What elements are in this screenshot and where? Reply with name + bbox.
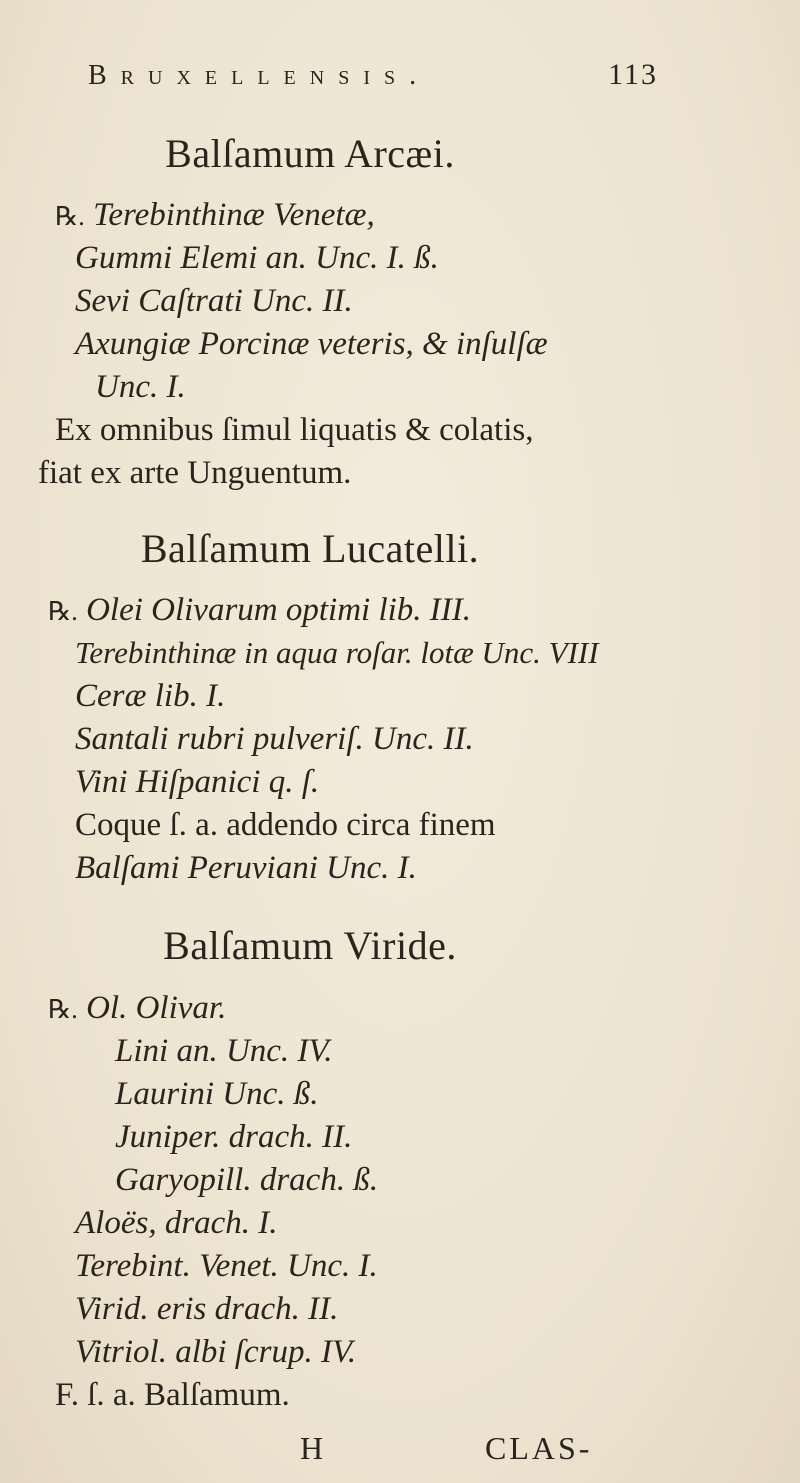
recipe-symbol: ℞. (55, 202, 85, 231)
recipe-line: Balſami Peruviani Unc. I. (75, 850, 417, 886)
recipe-line: Laurini Unc. ß. (115, 1076, 319, 1112)
recipe-line: Vini Hiſpanici q. ſ. (75, 764, 320, 800)
recipe-line: Gummi Elemi an. Unc. I. ß. (75, 240, 439, 276)
recipe-line: F. ſ. a. Balſamum. (55, 1377, 290, 1413)
running-head (88, 58, 658, 98)
page-number: 113 (608, 58, 658, 91)
recipe-line: Axungiæ Porcinæ veteris, & inſulſæ (75, 326, 548, 362)
recipe-line: Coque ſ. a. addendo circa finem (75, 807, 496, 843)
recipe-line: ℞. Ol. Olivar. (48, 990, 227, 1026)
recipe-line: ℞. Terebinthinæ Venetæ, (55, 197, 375, 233)
recipe-line: Ceræ lib. I. (75, 678, 226, 714)
recipe-line: Virid. eris drach. II. (75, 1291, 339, 1327)
catchword: CLAS- (485, 1430, 593, 1466)
recipe-line: Santali rubri pulveriſ. Unc. II. (75, 721, 474, 757)
recipe-line: Garyopill. drach. ß. (115, 1162, 379, 1198)
recipe-line: Terebinthinæ in aqua roſar. lotæ Unc. VIII (75, 635, 599, 670)
recipe-line: Aloës, drach. I. (75, 1205, 278, 1241)
recipe-line: Terebint. Venet. Unc. I. (75, 1248, 378, 1284)
recipe-symbol: ℞. (48, 597, 78, 626)
recipe-line: Juniper. drach. II. (115, 1119, 353, 1155)
recipe-line: Sevi Caſtrati Unc. II. (75, 283, 353, 319)
recipe-line: ℞. Olei Olivarum optimi lib. III. (48, 592, 472, 628)
running-title: Bruxellensis. (88, 60, 431, 91)
recipe-line: Ex omnibus ſimul liquatis & colatis, (55, 412, 534, 448)
recipe-line: Unc. I. (95, 369, 186, 405)
recipe-line: fiat ex arte Unguentum. (38, 455, 352, 491)
recipe-line: Lini an. Unc. IV. (115, 1033, 333, 1069)
recipe-heading: Balſamum Arcæi. (165, 131, 455, 176)
recipe-line: Vitriol. albi ſcrup. IV. (75, 1334, 357, 1370)
recipe-heading: Balſamum Lucatelli. (140, 526, 480, 571)
signature-mark: H (300, 1430, 327, 1466)
recipe-symbol: ℞. (48, 995, 78, 1024)
recipe-heading: Balſamum Viride. (163, 923, 457, 968)
